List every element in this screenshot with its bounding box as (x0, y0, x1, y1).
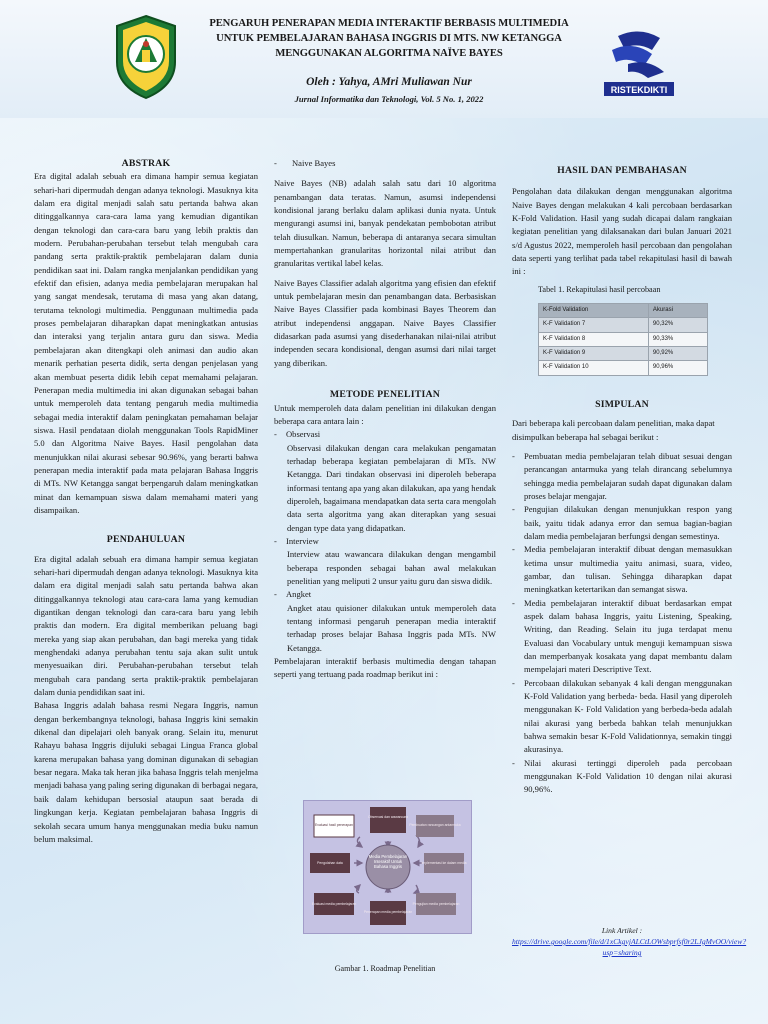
roadmap-node-label: Pengujian media pembelajaran (412, 902, 460, 906)
pendahuluan-heading: PENDAHULUAN (106, 534, 186, 546)
roadmap-figure (303, 800, 472, 934)
metode-heading: METODE PENELITIAN (329, 389, 441, 401)
abstrak-body: Era digital adalah sebuah era dimana hampir semua kegiatan sehari-hari dipermudah dengan adanya teknologi. Masuknya kita dalam era digital menjadi salah satu pertanda bahwa akan ditinggalkannya cara-cara lama yang kemudian digantikan dengan teknologi dan cara-cara baru yang lebih praktis dan modern. Perubahan-perubahan tersebut telah mengubah cara pandang serta praktik-praktik pembelajaran dalam dunia pendidikan saat ini. Dalam rangka menjalankan pendidikan yang efektif dan efisien, adanya media pembelajaran merupakan hal yang sangat mendesak, terutama di masa yang akan datang, terutama teknologi multimedia. Penggunaan multimedia pada proses pembelajaran diharapkan dapat meningkatkan antusias dan interaksi yang terjalin antara guru dan siswa. Media pembelajaran akan ditengkapi oleh animasi dan audio akan menarik perhatian peserta didik, serta dengan penjelasan yang akan membuat peserta didik lebih cepat memahami pelajaran. Penerapan media multimedia ini akan digunakan sebagai bahan untuk memperoleh data tentang pengaruh media multimedia sebagai media interaktif dalam peningkatan pemahaman belajar siswa. Hasil pendataan diolah menggunakan Tools RapidMiner 5.0 dan Algoritma Naive Bayes. Hasil pengolahan data menunjukkan nilai akurasi sebesar 90.96%, yang berarti bahwa penerapan media interaktif pada mata pelajaran Bahasa Inggris di MTs. NW Ketangga sangat berpengaruh dalam meningkatkan minat dan kemampuan siswa dalam memahami materi yang disampaikan. (34, 171, 258, 515)
simpulan-item: - Media pembelajaran interaktif dibuat dengan memasukkan ketima unsur multimedia yaitu animasi, suara, video, gambar, dan tulisan. Sehingga diharapkan dapat meningkatkan ketertarikan dan semangat siswa. (512, 544, 732, 595)
table-cell: K-F Validation 8 (539, 332, 649, 346)
table-cell: 90,33% (648, 332, 707, 346)
table-cell: K-F Validation 10 (539, 361, 649, 375)
metode-item-label: Interview (286, 535, 319, 546)
metode-item-text: Angket atau quisioner dilakukan untuk memperoleh data tentang informasi pengaruh penerapan media interaktif terhadap proses belajar Bahasa Inggris pada MTs. NW Ketangga. (287, 602, 496, 653)
metode-item-dash: - (274, 589, 277, 600)
title-line: UNTUK PEMBELAJARAN BAHASA INGGRIS DI MTS. NW KETANGGA (216, 33, 562, 44)
simpulan-item: - Media pembelajaran interaktif dibuat berdasarkan empat aspek dalam bahasa Inggris, yaitu Listening, Speaking, Writing, dan Reading. Selain itu juga terdapat menu Evaluasi dan Vocabulary untuk menguji kemampuan siswa dan memperbanyak kosakata yang dapat membantu dalam mempelajari materi Descriptive Text. (512, 597, 732, 675)
roadmap-node-label: Implementasi ke dalam media (421, 861, 467, 865)
roadmap-node-label: Evaluasi media pembelajaran (311, 902, 357, 906)
table-caption: Tabel 1. Rekapitulasi hasil percobaan (538, 284, 661, 294)
article-link[interactable]: https://drive.google.com/file/d/1xCkgvjALCtLOWsbprfsf0r2LJgMvOO/view?usp=sharing (512, 937, 747, 957)
simpulan-intro: Dari beberapa kali percobaan dalam penelitian, maka dapat disimpulkan beberapa hal sebagai berikut : (512, 418, 715, 442)
table-header-cell: K-Fold Validation (539, 304, 649, 318)
roadmap-node-label: Observasi dan wawancara (368, 815, 408, 819)
table-cell: 90,96% (648, 361, 707, 375)
journal-citation: Jurnal Informatika dan Teknologi, Vol. 5 No. 1, 2022 (294, 94, 484, 104)
table-row (539, 361, 708, 375)
simpulan-item: - Percobaan dilakukan sebanyak 4 kali dengan menggunakan K-Fold Validation yang berbeda- beda. Hasil yang diperoleh menggunakan K- Fold Validation yang berbeda-beda adalah nilai akurasi yang berbeda bahkan telah menunjukkan bahwa semakin besar K-Fold Validationnya, semakin tinggi akurasinya. (512, 677, 732, 755)
metode-item-text: Interview atau wawancara dilakukan dengan mengambil beberapa responden sebagai bahan awal melakukan penelitian yang meliputi 2 unsur yaitu guru dan siswa didik. (287, 549, 496, 586)
metode-item-dash: - (274, 535, 277, 546)
university-logo (113, 14, 179, 100)
simpulan-item: - Pembuatan media pembelajaran telah dibuat sesuai dengan perancangan antarmuka yang telah dirancang sebelumnya sehingga media pembelajaran sudah dapat digunakan dalam proses belajar mengajar. (512, 450, 732, 501)
rekap-table (538, 303, 708, 376)
article-link-block (512, 925, 747, 958)
table-row (539, 332, 708, 346)
pendahuluan-paragraph-1: Era digital adalah sebuah era dimana hampir semua kegiatan sehari-hari dipermudah dengan adanya teknologi. Masuknya kita dalam era digital menjadi salah satu pertanda bahwa akan ditinggalkannya teknologi atau cara-cara lama yang kemudian digantikan dengan teknologi dan cara-cara baru yang lebih praktis dan modern. Era digital memberikan peluang bagi mereka yang siap akan perubahan, dan bagi mereka yang tidak menghendaki adanya perubahan tentu saja akan sulit untuk menyesuaikan diri. Perubahan-perubahan tersebut telah mengubah cara pandang serta praktik-praktik pembelajaran dalam dunia pendidikan saat ini. (34, 553, 258, 698)
simpulan-item: - Nilai akurasi tertinggi diperoleh pada percobaan menggunakan K-Fold Validation 10 dengan nilai akurasi 90,96%. (512, 757, 732, 795)
simpulan-heading: SIMPULAN (595, 398, 649, 410)
roadmap-diagram (304, 801, 471, 933)
metode-closing: Pembelajaran interaktif berbasis multimedia dengan tahapan seperti yang tertuang pada roadmap berikut ini : (274, 656, 496, 680)
logo-right-text: RISTEKDIKTI (610, 85, 668, 95)
article-link-label: Link Artikel : (601, 926, 643, 935)
table-row (539, 318, 708, 332)
column-right (512, 164, 732, 797)
poster-title (196, 16, 582, 61)
metode-item-dash: - (274, 429, 277, 440)
roadmap-center-label: Media Pembelajaran Interaktif Untuk Bahasa Inggris (368, 854, 408, 869)
table-header-cell: Akurasi (648, 304, 707, 318)
roadmap-node-label: Evaluasi hasil penerapan (315, 823, 353, 827)
authors: Oleh : Yahya, AMri Muliawan Nur (306, 76, 472, 88)
roadmap-node-label: Pengolahan data (317, 861, 343, 865)
metode-item-label: Angket (286, 589, 312, 600)
metode-intro: Untuk memperoleh data dalam penelitian ini dilakukan dengan beberapa cara antara lain : (274, 402, 496, 426)
roadmap-node (370, 807, 406, 833)
table-row (539, 347, 708, 361)
title-line: MENGGUNAKAN ALGORITMA NAÏVE BAYES (275, 48, 503, 59)
naive-bayes-paragraph-1: Naive Bayes (NB) adalah salah satu dari 10 algoritma penambangan data teratas. Namun, asumsi independensi kondisional jarang berlaku dalam aplikasi dunia nyata. Untuk mengurangi asumsi ini, banyak pendekatan pembobotan atribut telah diusulkan. Namun, beberapa di antaranya secara simultan mempertahankan granularitas horizontal nilai atribut dan granularitas vertikal label kelas. (274, 178, 496, 269)
roadmap-node-label: Pembuatan rancangan antarmuka (409, 823, 461, 827)
metode-item (274, 588, 496, 601)
pendahuluan-paragraph-2: Bahasa Inggris adalah bahasa resmi Negara Inggris, namun dengan berkembangnya teknologi, bahasa Inggris kini semakin dikenal dan dipelajari oleh banyak orang. Selain itu, menurut Rahayu bahasa Inggris dijuluki sebagai Lingua Franca global karena merupakan bahasa yang dominan digunakan di sebagian besar negara. Maka tak heran jika bahasa Inggris telah menjelma menjadi bahasa yang paling sering digunakan di berbagai negara, baik dalam kehidupan bersosial ataupun saat berada di lingkungan kerja. Kegiatan pembelajaran bahasa Inggris di sekolah secara umum hanya menggunakan media buku namun belum maksimal. (34, 700, 258, 844)
table-cell: K-F Validation 9 (539, 347, 649, 361)
ristekdikti-logo (598, 28, 680, 98)
table-cell: 90,92% (648, 347, 707, 361)
metode-item-text: Observasi dilakukan dengan cara melakukan pengamatan terhadap beberapa kegiatan pembelajaran di MTs. NW Ketangga. Dari tindakan observasi ini diperoleh beberapa informasi tentang apa yang akan dilakukan, apa yang hendak diperoleh, bagaimana mendapatkan data serta cara mengolah data serta algoritma yang akan diterapkan yang sesuai dengan type data yang didapatkan. (287, 442, 496, 533)
naive-bayes-paragraph-2: Naive Bayes Classifier adalah algoritma yang efisien dan efektif untuk pembelajaran mesin dan penambangan data. Berbasiskan Naive Bayes Classifier pada kombinasi Bayes Theorem dan atribut independensi anggapan. Naive Bayes Classifier didasarkan pada asumsi yang disederhanakan nilai-nilai atribut independen secara kondisional, dengan asumsi dari nilai target yang diberikan. (274, 277, 496, 368)
naive-bayes-label-row (274, 157, 496, 170)
title-line: PENGARUH PENERAPAN MEDIA INTERAKTIF BERBASIS MULTIMEDIA (209, 18, 569, 29)
naive-bayes-bullet: - (274, 158, 277, 168)
roadmap-node-label: Penerapan media pembelajaran (363, 910, 413, 914)
hasil-body: Pengolahan data dilakukan dengan menggunakan algoritma Naive Bayes dengan melakukan 4 kali percobaan berdasarkan K-Fold Validation. Hasil yang sudah dicapai dalam rangkaian kegiatan penelitian yang dilaksanakan dari bulan Januari 2021 s/d Agustus 2022, memperoleh hasil percobaan dan pengolahan data seperti yang terlihat pada tabel rekapitulasi hasil di bawah ini : (512, 186, 732, 277)
metode-item-label: Observasi (286, 429, 321, 440)
column-middle (274, 157, 496, 682)
metode-item (274, 535, 496, 548)
table-cell: 90,32% (648, 318, 707, 332)
abstrak-heading: ABSTRAK (121, 158, 171, 169)
roadmap-caption: Gambar 1. Roadmap Penelitian (334, 964, 436, 973)
column-left (34, 157, 258, 846)
naive-bayes-label: Naive Bayes (292, 158, 336, 168)
table-header-row (539, 304, 708, 318)
simpulan-item: - Pengujian dilakukan dengan menunjukkan respon yang baik, yaitu tidak adanya error dan semua bagian-bagian dalam media pembelajaran berfungsi dengan semestinya. (512, 504, 732, 541)
hasil-heading: HASIL DAN PEMBAHASAN (557, 165, 687, 176)
metode-item (274, 428, 496, 441)
table-cell: K-F Validation 7 (539, 318, 649, 332)
